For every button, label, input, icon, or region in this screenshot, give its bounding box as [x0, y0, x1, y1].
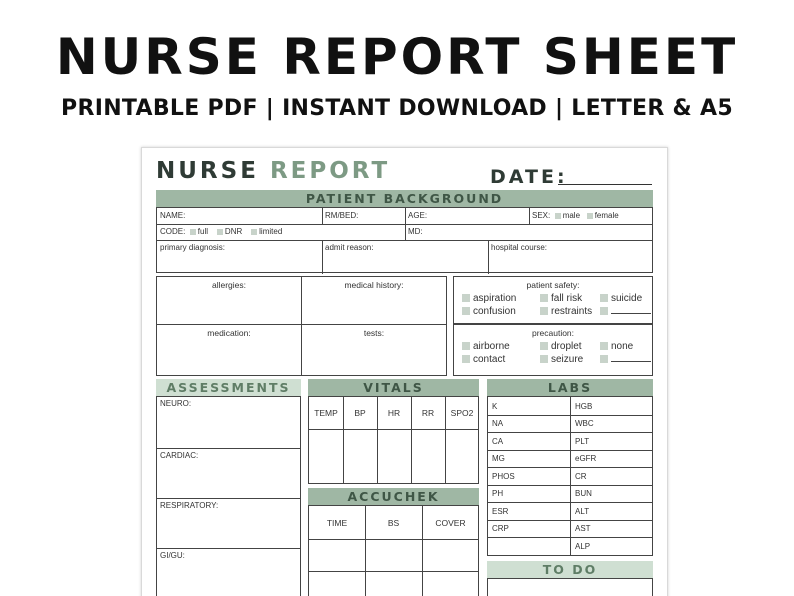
lab-esr[interactable]: ESR: [492, 507, 509, 516]
precaution-option-contact[interactable]: [462, 354, 505, 365]
accuchek-heading: ACCUCHEK: [308, 488, 479, 505]
blank-line[interactable]: [611, 306, 651, 314]
safety-option-label: aspiration: [473, 293, 517, 304]
precaution-option-label: droplet: [551, 341, 582, 352]
medication-field[interactable]: medication:: [207, 328, 251, 338]
respiratory-field[interactable]: RESPIRATORY:: [160, 501, 219, 510]
sheet-title-word1: NURSE: [156, 158, 259, 184]
vitals-col-rr: RR: [421, 408, 435, 418]
safety-option-fall-risk[interactable]: [540, 293, 582, 304]
lab-phos[interactable]: PHOS: [492, 472, 515, 481]
lab-bun[interactable]: BUN: [575, 489, 592, 498]
sex-label: SEX:: [532, 211, 551, 220]
safety-option-label: suicide: [611, 293, 643, 304]
checkbox-icon[interactable]: [540, 294, 548, 302]
lab-plt[interactable]: PLT: [575, 437, 590, 446]
safety-option-label: restraints: [551, 306, 593, 317]
precaution-option-droplet[interactable]: [540, 341, 582, 352]
checkbox-icon[interactable]: [600, 294, 608, 302]
lab-ph[interactable]: PH: [492, 489, 504, 498]
checkbox-icon[interactable]: [540, 307, 548, 315]
assessments-box: [156, 396, 301, 596]
checkbox-icon[interactable]: [600, 342, 608, 350]
lab-hgb[interactable]: HGB: [575, 402, 593, 411]
patient-background-grid: [156, 207, 653, 273]
checkbox-icon[interactable]: [462, 355, 470, 363]
precaution-option-none[interactable]: [600, 341, 633, 352]
primary-diagnosis-field[interactable]: primary diagnosis:: [160, 243, 225, 252]
precaution-option-airborne[interactable]: [462, 341, 510, 352]
safety-option-label: fall risk: [551, 293, 583, 304]
vitals-col-bp: BP: [354, 408, 366, 418]
lab-crp[interactable]: CRP: [492, 524, 509, 533]
vitals-heading: VITALS: [308, 379, 479, 396]
tests-field[interactable]: tests:: [363, 328, 385, 338]
allergies-field[interactable]: allergies:: [211, 280, 247, 290]
cardiac-field[interactable]: CARDIAC:: [160, 451, 199, 460]
lab-mg[interactable]: MG: [492, 454, 505, 463]
safety-option-confusion[interactable]: [462, 306, 516, 317]
accuchek-col-time: TIME: [326, 518, 348, 528]
safety-option-restraints[interactable]: [540, 306, 592, 317]
safety-option-aspiration[interactable]: [462, 293, 516, 304]
hospital-course-field[interactable]: hospital course:: [491, 243, 548, 252]
code-label: CODE:: [160, 227, 186, 236]
accuchek-col-cover: COVER: [435, 518, 466, 528]
accuchek-col-bs: BS: [387, 518, 400, 528]
precaution-option-seizure[interactable]: [540, 354, 583, 365]
checkbox-icon[interactable]: [587, 213, 593, 219]
code-option-limited: limited: [259, 227, 283, 236]
todo-box[interactable]: [487, 578, 653, 596]
sex-option-male: male: [562, 211, 581, 220]
vitals-col-hr: HR: [387, 408, 401, 418]
precaution-box: [453, 324, 653, 376]
lab-wbc[interactable]: WBC: [575, 419, 594, 428]
medical-history-field[interactable]: medical history:: [344, 280, 404, 290]
checkbox-icon[interactable]: [217, 229, 223, 235]
blank-line[interactable]: [611, 354, 651, 362]
report-sheet: [141, 147, 668, 596]
lab-ca[interactable]: CA: [492, 437, 504, 446]
date-field[interactable]: [558, 184, 652, 185]
patient-safety-box: [453, 276, 653, 324]
banner-title: NURSE REPORT SHEET: [55, 28, 739, 86]
checkbox-icon[interactable]: [555, 213, 561, 219]
checkbox-icon[interactable]: [190, 229, 196, 235]
safety-option-label: confusion: [473, 306, 516, 317]
banner-subtitle: PRINTABLE PDF | INSTANT DOWNLOAD | LETTER & A5: [61, 96, 733, 121]
lab-na[interactable]: NA: [492, 419, 504, 428]
accuchek-table: [308, 505, 479, 596]
checkbox-icon[interactable]: [600, 307, 608, 315]
code-option-full: full: [197, 227, 209, 236]
patient-safety-heading: patient safety:: [526, 280, 580, 290]
name-field[interactable]: NAME:: [160, 211, 186, 220]
neuro-field[interactable]: NEURO:: [160, 399, 192, 408]
checkbox-icon[interactable]: [462, 294, 470, 302]
assessments-heading: ASSESSMENTS: [156, 379, 301, 396]
vitals-col-temp: TEMP: [314, 408, 338, 418]
lab-cr[interactable]: CR: [575, 472, 587, 481]
lab-k[interactable]: K: [492, 402, 498, 411]
checkbox-icon[interactable]: [540, 342, 548, 350]
precaution-heading: precaution:: [531, 328, 575, 338]
history-grid: [156, 276, 447, 376]
labs-table: [487, 396, 653, 556]
lab-egfr[interactable]: eGFR: [575, 454, 597, 463]
lab-ast[interactable]: AST: [575, 524, 591, 533]
vitals-table: [308, 396, 479, 484]
lab-alt[interactable]: ALT: [575, 507, 590, 516]
precaution-option-label: contact: [473, 354, 506, 365]
todo-heading: TO DO: [487, 561, 653, 578]
checkbox-icon[interactable]: [462, 307, 470, 315]
gi-gu-field[interactable]: GI/GU:: [160, 551, 185, 560]
checkbox-icon[interactable]: [600, 355, 608, 363]
md-field[interactable]: MD:: [408, 227, 423, 236]
checkbox-icon[interactable]: [540, 355, 548, 363]
sex-field[interactable]: [532, 211, 619, 220]
sheet-title-word2: REPORT: [269, 158, 391, 184]
code-field[interactable]: [160, 227, 282, 236]
checkbox-icon[interactable]: [462, 342, 470, 350]
age-field[interactable]: AGE:: [408, 211, 428, 220]
labs-heading: LABS: [487, 379, 653, 396]
checkbox-icon[interactable]: [251, 229, 257, 235]
code-option-dnr: DNR: [224, 227, 243, 236]
sex-option-female: female: [594, 211, 619, 220]
admit-reason-field[interactable]: admit reason:: [325, 243, 374, 252]
date-label: DATE:: [490, 166, 568, 188]
safety-option-other[interactable]: [600, 306, 651, 317]
vitals-col-spo2: SPO2: [450, 408, 474, 418]
rm-bed-field[interactable]: RM/BED:: [325, 211, 359, 220]
patient-background-heading: PATIENT BACKGROUND: [156, 190, 653, 207]
precaution-option-other[interactable]: [600, 354, 651, 365]
safety-option-suicide[interactable]: [600, 293, 642, 304]
precaution-option-label: none: [611, 341, 634, 352]
precaution-option-label: seizure: [551, 354, 584, 365]
precaution-option-label: airborne: [473, 341, 510, 352]
sheet-title: [156, 158, 390, 184]
lab-alp[interactable]: ALP: [575, 542, 591, 551]
